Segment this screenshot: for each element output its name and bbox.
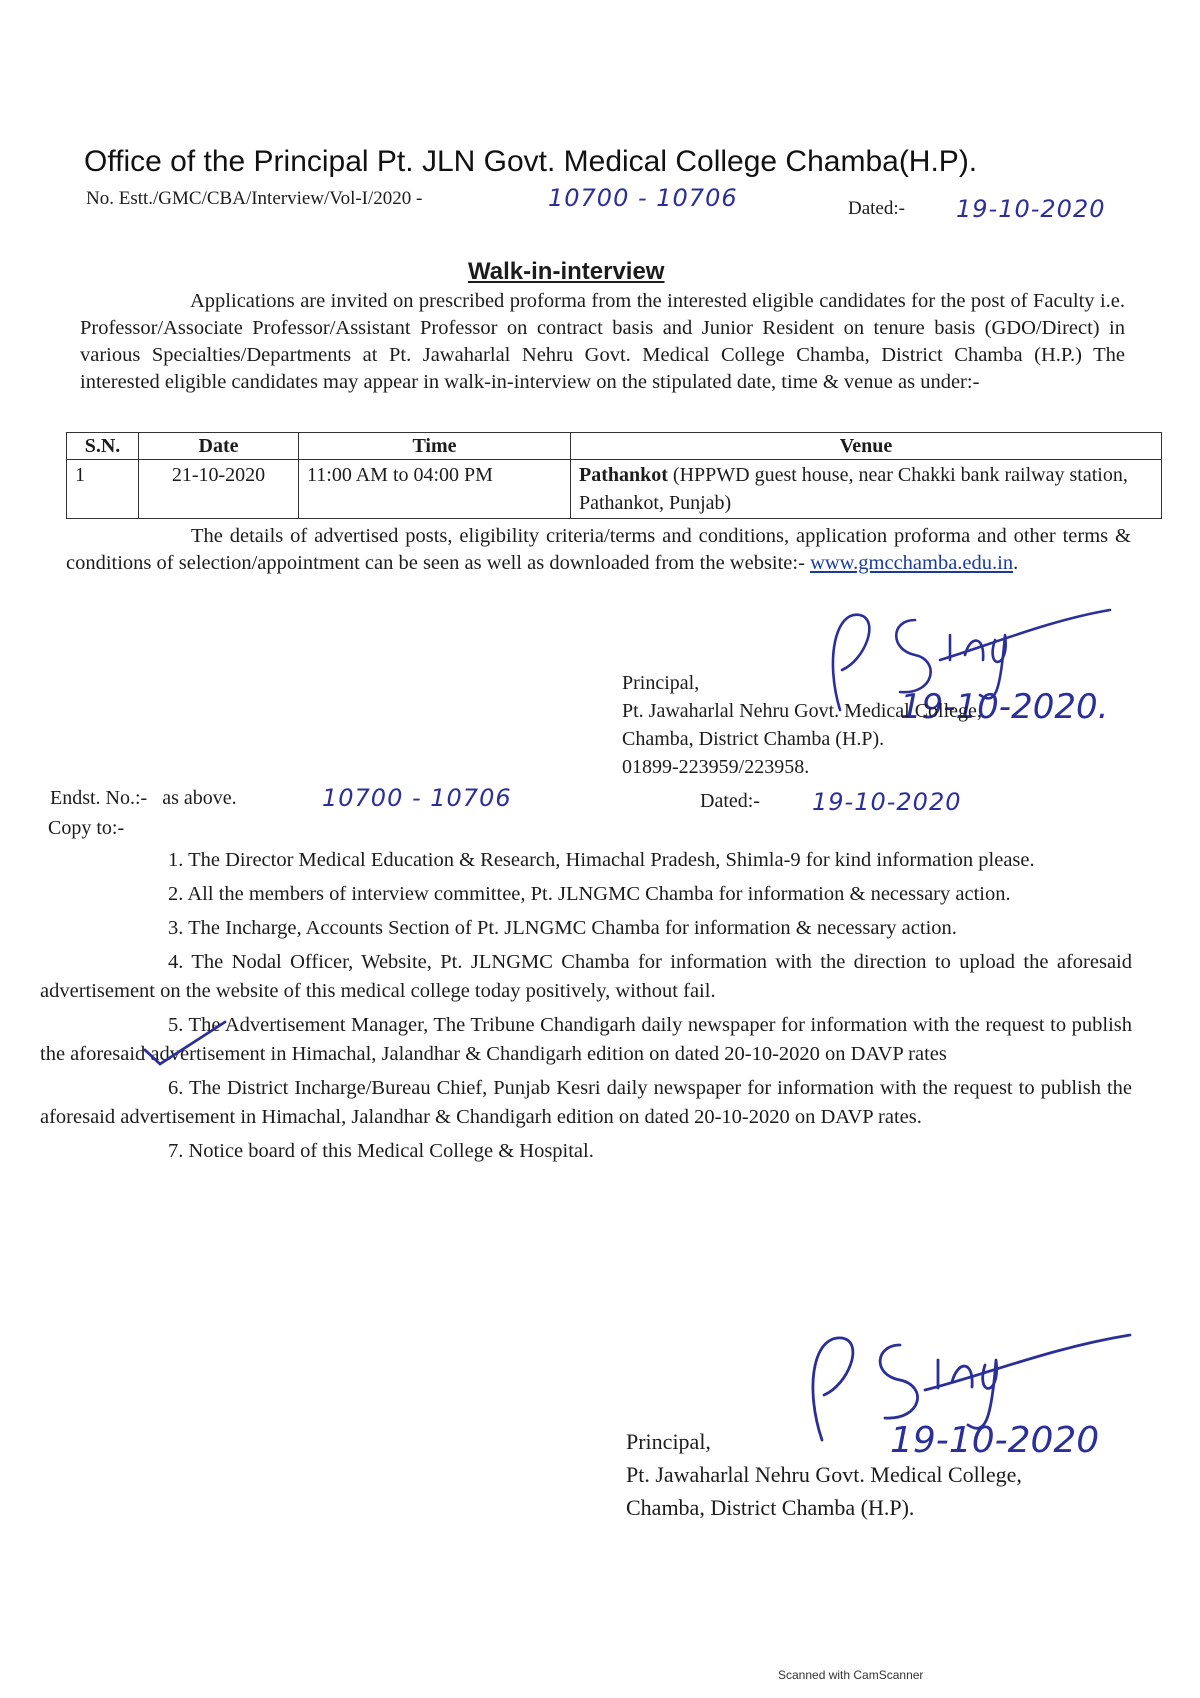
col-header-venue: Venue bbox=[571, 433, 1162, 460]
dated-label: Dated:- bbox=[848, 198, 905, 219]
college-location: Chamba, District Chamba (H.P). bbox=[622, 728, 885, 750]
college-name: Pt. Jawaharlal Nehru Govt. Medical College, bbox=[626, 1462, 1022, 1487]
cell-time: 11:00 AM to 04:00 PM bbox=[299, 460, 571, 519]
signature-block-2 bbox=[626, 1425, 1022, 1524]
endorsement-dated-handwritten: 19-10-2020 bbox=[812, 788, 962, 816]
list-item: 1. The Director Medical Education & Research, Himachal Pradesh, Shimla-9 for kind information please. bbox=[168, 849, 1035, 871]
signature-block-1 bbox=[622, 669, 982, 781]
copy-to-label: Copy to:- bbox=[48, 817, 125, 839]
reference-number-handwritten: 10700 - 10706 bbox=[548, 184, 738, 212]
dated-handwritten: 19-10-2020 bbox=[956, 195, 1106, 223]
list-item: 7. Notice board of this Medical College & Hospital. bbox=[168, 1140, 594, 1162]
endst-label: Endst. No.:- bbox=[50, 787, 148, 809]
phone-numbers: 01899-223959/223958. bbox=[622, 756, 810, 778]
venue-city: Pathankot bbox=[579, 464, 668, 486]
principal-designation: Principal, bbox=[626, 1429, 711, 1454]
table-header-row bbox=[67, 433, 1162, 460]
col-header-date: Date bbox=[139, 433, 299, 460]
cell-venue bbox=[571, 460, 1162, 519]
college-location: Chamba, District Chamba (H.P). bbox=[626, 1495, 915, 1520]
office-title: Office of the Principal Pt. JLN Govt. Medical College Chamba(H.P). bbox=[84, 145, 978, 178]
col-header-time: Time bbox=[299, 433, 571, 460]
intro-paragraph: Applications are invited on prescribed proforma from the interested eligible candidates for the post of Faculty i.e. Professor/Associate Professor/Assistant Professor on contract basis and Junior Resident on tenure basis (GDO/Direct) in various Specialties/Departments at Pt. Jawaharlal Nehru Govt. Medical College Chamba, District Chamba (H.P.) The interested eligible candidates may appear in walk-in-interview on the stipulated date, time & venue as under:- bbox=[80, 290, 1125, 393]
table-row bbox=[67, 460, 1162, 519]
details-paragraph: The details of advertised posts, eligibility criteria/terms and conditions, application proforma and other terms & conditions of selection/appointment can be seen as well as downloaded from the website:- www.gmcchamba.edu.in. bbox=[66, 525, 1131, 574]
page-title: Walk-in-interview bbox=[468, 258, 665, 285]
cell-date: 21-10-2020 bbox=[139, 460, 299, 519]
college-name: Pt. Jawaharlal Nehru Govt. Medical College, bbox=[622, 700, 982, 722]
details-text: The details of advertised posts, eligibility criteria/terms and conditions, application proforma and other terms & conditions of selection/appointment can be seen as well as downloaded from the website:- bbox=[66, 525, 1131, 574]
list-item: 5. The Advertisement Manager, The Tribune Chandigarh daily newspaper for information with the request to publish the aforesaid advertisement in Himachal, Jalandhar & Chandigarh edition on dated 20-10-2020 on DAVP rates bbox=[40, 1014, 1132, 1065]
cell-sn: 1 bbox=[67, 460, 139, 519]
check-mark-icon bbox=[140, 1020, 230, 1070]
reference-number: No. Estt./GMC/CBA/Interview/Vol-I/2020 - bbox=[86, 188, 423, 209]
list-item: 2. All the members of interview committee, Pt. JLNGMC Chamba for information & necessary action. bbox=[168, 883, 1011, 905]
website-link[interactable]: www.gmcchamba.edu.in bbox=[810, 552, 1014, 574]
endorsement-number-handwritten: 10700 - 10706 bbox=[322, 784, 512, 812]
signature-1-date: 19-10-2020. bbox=[900, 687, 1109, 727]
endorsement-number bbox=[50, 787, 237, 810]
signature-2-date: 19-10-2020 bbox=[890, 1420, 1100, 1461]
col-header-sn: S.N. bbox=[67, 433, 139, 460]
venue-details: (HPPWD guest house, near Chakki bank railway station, Pathankot, Punjab) bbox=[579, 464, 1128, 514]
schedule-table bbox=[66, 432, 1162, 519]
list-item: 4. The Nodal Officer, Website, Pt. JLNGMC Chamba for information with the direction to upload the aforesaid advertisement on the website of this medical college today positively, without fail. bbox=[40, 951, 1132, 1002]
copy-to-list bbox=[40, 846, 1132, 1171]
endst-as-above: as above. bbox=[162, 787, 237, 809]
scanner-watermark: Scanned with CamScanner bbox=[778, 1668, 924, 1682]
list-item: 3. The Incharge, Accounts Section of Pt. JLNGMC Chamba for information & necessary action. bbox=[168, 917, 957, 939]
principal-designation: Principal, bbox=[622, 672, 700, 694]
list-item: 6. The District Incharge/Bureau Chief, Punjab Kesri daily newspaper for information with the request to publish the aforesaid advertisement in Himachal, Jalandhar & Chandigarh edition on dated 20-10-2020 on DAVP rates. bbox=[40, 1077, 1132, 1128]
endorsement-dated-label: Dated:- bbox=[700, 790, 760, 812]
